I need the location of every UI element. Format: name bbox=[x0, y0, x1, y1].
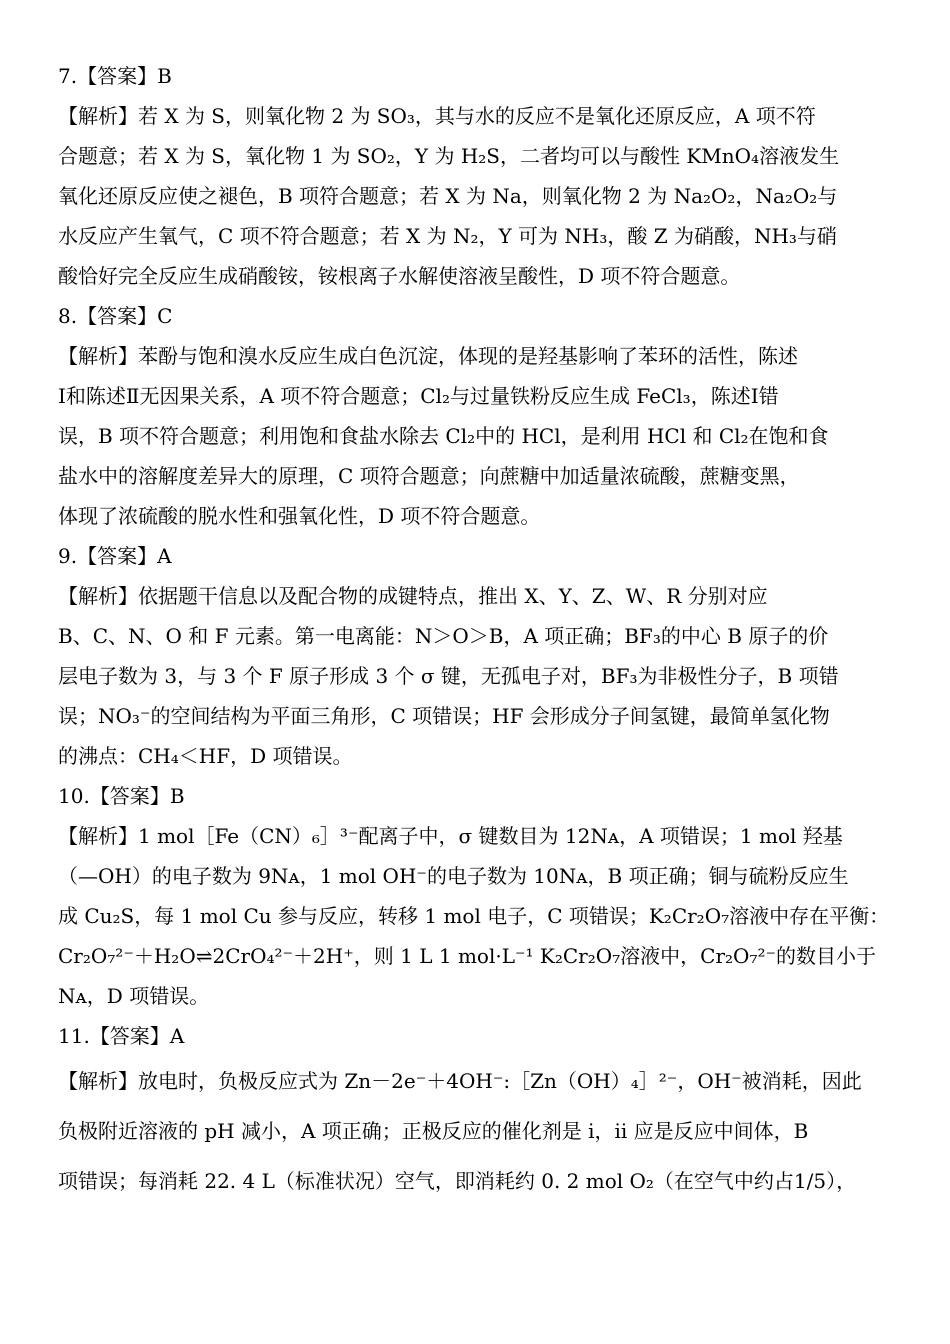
q10-answer: B bbox=[169, 784, 185, 808]
q7-number: 7. bbox=[58, 64, 78, 88]
q8-analysis-line-3: 误，B 项不符合题意；利用饱和食盐水除去 Cl₂中的 HCl，是利用 HCl 和 Cl₂在饱和食 bbox=[58, 424, 829, 448]
document-page bbox=[58, 56, 908, 1206]
q11-analysis-line-1: 【解析】放电时，负极反应式为 Zn－2e⁻＋4OH⁻:［Zn（OH）₄］²⁻，OH⁻被消耗，因此 bbox=[58, 1069, 862, 1093]
q7-answer-label: 【答案】 bbox=[77, 64, 158, 88]
q7-answer-line bbox=[58, 56, 908, 96]
q8-analysis-line-4: 盐水中的溶解度差异大的原理，C 项符合题意；向蔗糖中加适量浓硫酸，蔗糖变黑， bbox=[58, 464, 800, 488]
q7-analysis-line-2: 合题意；若 X 为 S，氧化物 1 为 SO₂，Y 为 H₂S，二者均可以与酸性 KMnO₄溶液发生 bbox=[58, 144, 840, 168]
q9-analysis-line-5: 的沸点：CH₄＜HF，D 项错误。 bbox=[58, 744, 353, 768]
q7-analysis-line-5: 酸恰好完全反应生成硝酸铵，铵根离子水解使溶液呈酸性，D 项不符合题意。 bbox=[58, 264, 741, 288]
q8-answer: C bbox=[157, 304, 173, 328]
q9-analysis-line-3: 层电子数为 3，与 3 个 F 原子形成 3 个 σ 键，无孤电子对，BF₃为非极性分子，B 项错 bbox=[58, 664, 839, 688]
q10-analysis-line-3: 成 Cu₂S，每 1 mol Cu 参与反应，转移 1 mol 电子，C 项错误；K₂Cr₂O₇溶液中存在平衡： bbox=[58, 904, 890, 928]
q10-analysis-line-5: Nᴀ，D 项错误。 bbox=[58, 984, 210, 1008]
q8-analysis-line-2: Ⅰ和陈述Ⅱ无因果关系，A 项不符合题意；Cl₂与过量铁粉反应生成 FeCl₃，陈述Ⅰ错 bbox=[58, 384, 779, 408]
q9-answer-line bbox=[58, 536, 908, 576]
q8-answer-line bbox=[58, 296, 908, 336]
q8-number: 8. bbox=[58, 304, 78, 328]
q10-analysis-line-1: 【解析】1 mol［Fe（CN）₆］³⁻配离子中，σ 键数目为 12Nᴀ，A 项错误；1 mol 羟基 bbox=[58, 824, 843, 848]
q10-answer-label: 【答案】 bbox=[89, 784, 170, 808]
q11-analysis-line-2: 负极附近溶液的 pH 减小，A 项正确；正极反应的催化剂是 i，ii 应是反应中间体，B bbox=[58, 1119, 809, 1143]
q9-analysis-line-4: 误；NO₃⁻的空间结构为平面三角形，C 项错误；HF 会形成分子间氢键，最简单氢化物 bbox=[58, 704, 830, 728]
q8-analysis-line-5: 体现了浓硫酸的脱水性和强氧化性，D 项不符合题意。 bbox=[58, 504, 541, 528]
q9-analysis-line-2: B、C、N、O 和 F 元素。第一电离能：N＞O＞B，A 项正确；BF₃的中心 B 原子的价 bbox=[58, 624, 829, 648]
q7-analysis-line-1: 【解析】若 X 为 S，则氧化物 2 为 SO₃，其与水的反应不是氧化还原反应，A 项不符 bbox=[58, 104, 816, 128]
q7-analysis-line-3: 氧化还原反应使之褪色，B 项符合题意；若 X 为 Na，则氧化物 2 为 Na₂O₂，Na₂O₂与 bbox=[58, 184, 838, 208]
q11-answer-line bbox=[58, 1016, 908, 1056]
q10-number: 10. bbox=[58, 784, 90, 808]
q11-answer: A bbox=[169, 1024, 185, 1048]
q10-analysis-line-2: （—OH）的电子数为 9Nᴀ，1 mol OH⁻的电子数为 10Nᴀ，B 项正确；铜与硫粉反应生 bbox=[58, 864, 849, 888]
q8-analysis-line-1: 【解析】苯酚与饱和溴水反应生成白色沉淀，体现的是羟基影响了苯环的活性，陈述 bbox=[58, 344, 798, 368]
q11-answer-label: 【答案】 bbox=[89, 1024, 170, 1048]
q7-answer: B bbox=[157, 64, 172, 88]
q9-answer-label: 【答案】 bbox=[77, 544, 158, 568]
q8-answer-label: 【答案】 bbox=[77, 304, 158, 328]
q10-answer-line bbox=[58, 776, 908, 816]
q9-analysis-line-1: 【解析】依据题干信息以及配合物的成键特点，推出 X、Y、Z、W、R 分别对应 bbox=[58, 584, 768, 608]
q9-number: 9. bbox=[58, 544, 78, 568]
q11-number: 11. bbox=[58, 1024, 90, 1048]
q10-analysis-line-4: Cr₂O₇²⁻＋H₂O⇌2CrO₄²⁻＋2H⁺，则 1 L 1 mol·L⁻¹ K₂Cr₂O₇溶液中，Cr₂O₇²⁻的数目小于 bbox=[58, 944, 877, 968]
q7-analysis-line-4: 水反应产生氧气，C 项不符合题意；若 X 为 N₂，Y 可为 NH₃，酸 Z 为硝酸，NH₃与硝 bbox=[58, 224, 837, 248]
q11-analysis-line-3: 项错误；每消耗 22. 4 L（标准状况）空气，即消耗约 0. 2 mol O₂（在空气中约占1/5）， bbox=[58, 1169, 857, 1193]
q9-answer: A bbox=[157, 544, 172, 568]
